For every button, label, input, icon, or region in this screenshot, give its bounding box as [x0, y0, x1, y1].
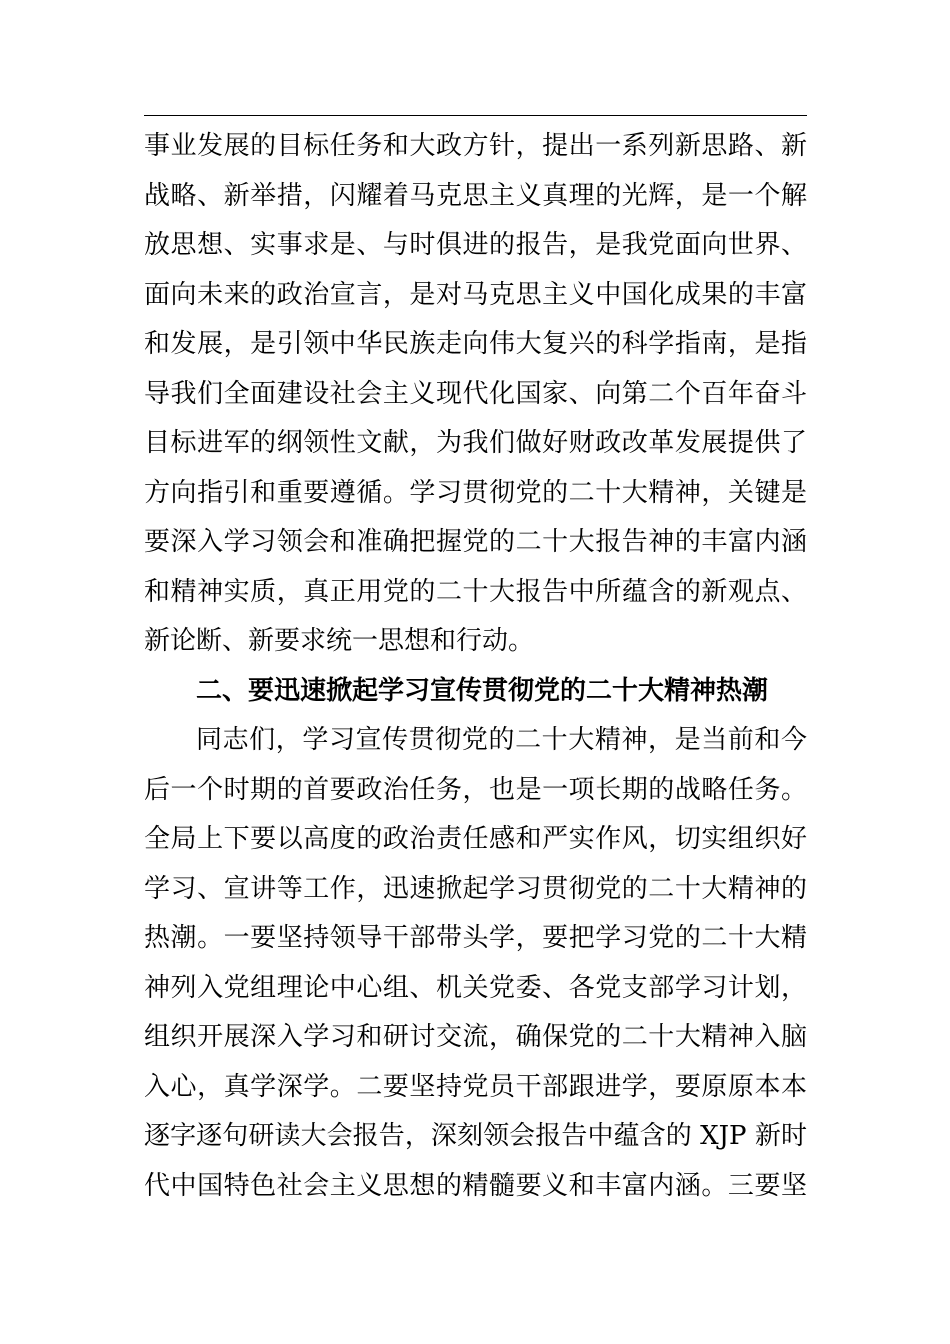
paragraph-section-two [144, 716, 807, 1211]
text-line: 神列入党组理论中心组、机关党委、各党支部学习计划， [144, 972, 807, 1003]
text-line: 全局上下要以高度的政治责任感和严实作风，切实组织好 [144, 824, 807, 854]
paragraph-continued [144, 122, 807, 667]
text-line: 组织开展深入学习和研讨交流，确保党的二十大精神入脑 [144, 1022, 807, 1052]
text-line: 事业发展的目标任务和大政方针，提出一系列新思路、新 [144, 131, 807, 161]
text-line: 新论断、新要求统一思想和行动。 [144, 626, 535, 656]
text-line: 方向指引和重要遵循。学习贯彻党的二十大精神，关键是 [144, 477, 807, 508]
section-heading: 二、要迅速掀起学习宣传贯彻党的二十大精神热潮 [196, 675, 769, 706]
text-line: 导我们全面建设社会主义现代化国家、向第二个百年奋斗 [144, 378, 807, 409]
text-line: 学习、宣讲等工作，迅速掀起学习贯彻党的二十大精神的 [144, 873, 807, 904]
text-line: 目标进军的纲领性文献，为我们做好财政改革发展提供了 [144, 428, 807, 458]
text-line: 和发展，是引领中华民族走向伟大复兴的科学指南，是指 [144, 329, 807, 359]
text-line: 战略、新举措，闪耀着马克思主义真理的光辉，是一个解 [144, 180, 807, 211]
text-line: 和精神实质，真正用党的二十大报告中所蕴含的新观点、 [144, 576, 807, 607]
text-line: 放思想、实事求是、与时俱进的报告，是我党面向世界、 [144, 230, 807, 260]
text-line: 逐字逐句研读大会报告，深刻领会报告中蕴含的 XJP 新时 [144, 1121, 807, 1151]
text-line: 入心，真学深学。二要坚持党员干部跟进学，要原原本本 [144, 1071, 807, 1102]
text-line: 要深入学习领会和准确把握党的二十大报告神的丰富内涵 [144, 527, 807, 557]
header-rule [144, 115, 807, 116]
text-line: 热潮。一要坚持领导干部带头学，要把学习党的二十大精 [144, 923, 807, 953]
body-text [144, 122, 807, 1211]
text-line: 面向未来的政治宣言，是对马克思主义中国化成果的丰富 [144, 279, 807, 310]
text-line: 代中国特色社会主义思想的精髓要义和丰富内涵。三要坚 [144, 1170, 807, 1201]
text-line: 同志们，学习宣传贯彻党的二十大精神，是当前和今 [196, 725, 807, 755]
text-line: 后一个时期的首要政治任务，也是一项长期的战略任务。 [144, 774, 807, 805]
